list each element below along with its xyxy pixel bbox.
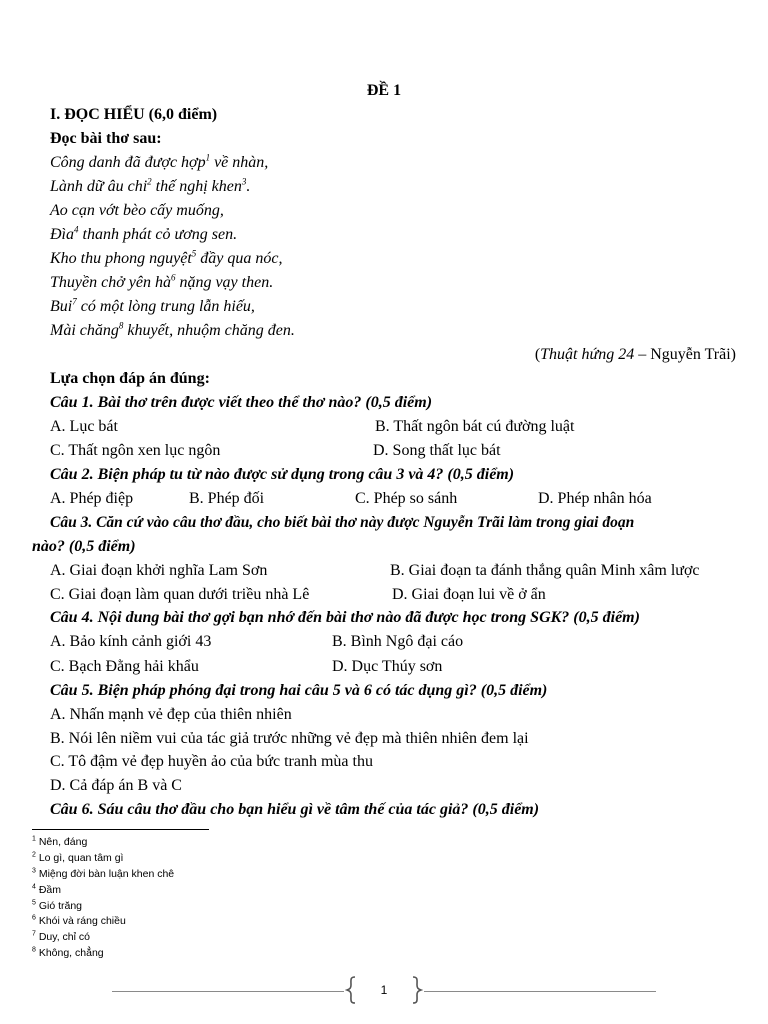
question-6: Câu 6. Sáu câu thơ đầu cho bạn hiểu gì về tâm thế của tác giả? (0,5 điểm) [50, 801, 540, 818]
q4-option-d: D. Dục Thúy sơn [332, 658, 443, 675]
q3-option-c: C. Giai đoạn làm quan dưới triều nhà Lê [50, 586, 310, 603]
footnote-2: $^2$ Lo gì, quan tâm gì [32, 851, 124, 864]
section-heading: I. ĐỌC HIỂU (6,0 điểm) [50, 106, 218, 123]
q4-option-c: C. Bạch Đằng hải khẩu [50, 658, 199, 675]
q1-option-c: C. Thất ngôn xen lục ngôn [50, 442, 221, 459]
left-brace-icon [345, 976, 357, 1004]
q1-option-d: D. Song thất lục bát [373, 442, 501, 459]
question-3-line-2: nào? (0,5 điểm) [32, 538, 136, 555]
q1-option-b: B. Thất ngôn bát cú đường luật [375, 418, 575, 435]
choose-instruction: Lựa chọn đáp án đúng: [50, 370, 210, 387]
footnote-4: $^4$ Đầm [32, 883, 61, 896]
q1-option-a: A. Lục bát [50, 418, 118, 435]
footnote-5: $^5$ Gió trăng [32, 899, 83, 912]
footnote-separator [32, 829, 209, 830]
read-instruction: Đọc bài thơ sau: [50, 130, 162, 147]
q4-option-a: A. Bảo kính cảnh giới 43 [50, 633, 212, 650]
q4-option-b: B. Bình Ngô đại cáo [332, 633, 464, 650]
q3-option-d: D. Giai đoạn lui về ở ẩn [392, 586, 546, 603]
question-2: Câu 2. Biện pháp tu từ nào được sử dụng trong câu 3 và 4? (0,5 điểm) [50, 466, 515, 483]
exam-title: ĐỀ 1 [366, 82, 402, 99]
poem-line-4: Đìa$^4$ thanh phát cỏ ương sen. [50, 224, 238, 243]
right-brace-icon [411, 976, 423, 1004]
poem-line-5: Kho thu phong nguyệt$^5$ đầy qua nóc, [50, 248, 283, 267]
q5-option-a: A. Nhấn mạnh vẻ đẹp của thiên nhiên [50, 706, 292, 723]
poem-line-6: Thuyền chở yên $hà^6$ nặng vạy then. [50, 272, 274, 291]
q2-option-d: D. Phép nhân hóa [538, 490, 652, 507]
footer-rule-right [424, 991, 656, 992]
footnote-6: $^6$ Khói và ráng chiều [32, 914, 126, 927]
q5-option-b: B. Nói lên niềm vui của tác giả trước những vẻ đẹp mà thiên nhiên đem lại [50, 730, 529, 747]
footnote-3: $^3$ Miệng đời bàn luận khen chê [32, 867, 175, 880]
question-3-line-1: Câu 3. Căn cứ vào câu thơ đầu, cho biết bài thơ này được Nguyễn Trãi làm trong giai đoạn [50, 514, 635, 531]
q2-option-b: B. Phép đối [189, 490, 265, 507]
poem-source: (Thuật hứng 24 – Nguyễn Trãi) [534, 346, 736, 363]
footnote-1: $^1$ Nên, đáng [32, 835, 88, 848]
poem-line-2: Lành dữ âu chi$^2$ thế nghị khen$^3$. [50, 176, 251, 195]
poem-line-1: Công danh đã được hợp$^1$ về nhàn, [50, 152, 269, 171]
footer-rule-left [112, 991, 344, 992]
footnote-8: $^8$ Không, chẳng [32, 946, 104, 959]
question-1: Câu 1. Bài thơ trên được viết theo thể thơ nào? (0,5 điểm) [50, 394, 433, 411]
poem-line-7: Bui$^7$ có một lòng trung lẫn hiếu, [50, 296, 255, 315]
q5-option-c: C. Tô đậm vẻ đẹp huyền ảo của bức tranh mùa thu [50, 753, 373, 770]
q3-option-a: A. Giai đoạn khởi nghĩa Lam Sơn [50, 562, 268, 579]
question-5: Câu 5. Biện pháp phóng đại trong hai câu 5 và 6 có tác dụng gì? (0,5 điểm) [50, 682, 548, 699]
q3-option-b: B. Giai đoạn ta đánh thắng quân Minh xâm lược [390, 562, 700, 579]
poem-line-3: Ao cạn vớt bèo cấy muống, [50, 202, 224, 219]
q2-option-c: C. Phép so sánh [355, 490, 458, 507]
q2-option-a: A. Phép điệp [50, 490, 134, 507]
poem-line-8: Mài chăng$^8$ khuyết, nhuộm chăng đen. [50, 320, 295, 339]
footnote-7: $^7$ Duy, chỉ có [32, 930, 90, 943]
q5-option-d: D. Cả đáp án B và C [50, 777, 182, 794]
page-number: 1 [380, 983, 388, 997]
question-4: Câu 4. Nội dung bài thơ gợi bạn nhớ đến bài thơ nào đã được học trong SGK? (0,5 điểm) [50, 609, 640, 626]
